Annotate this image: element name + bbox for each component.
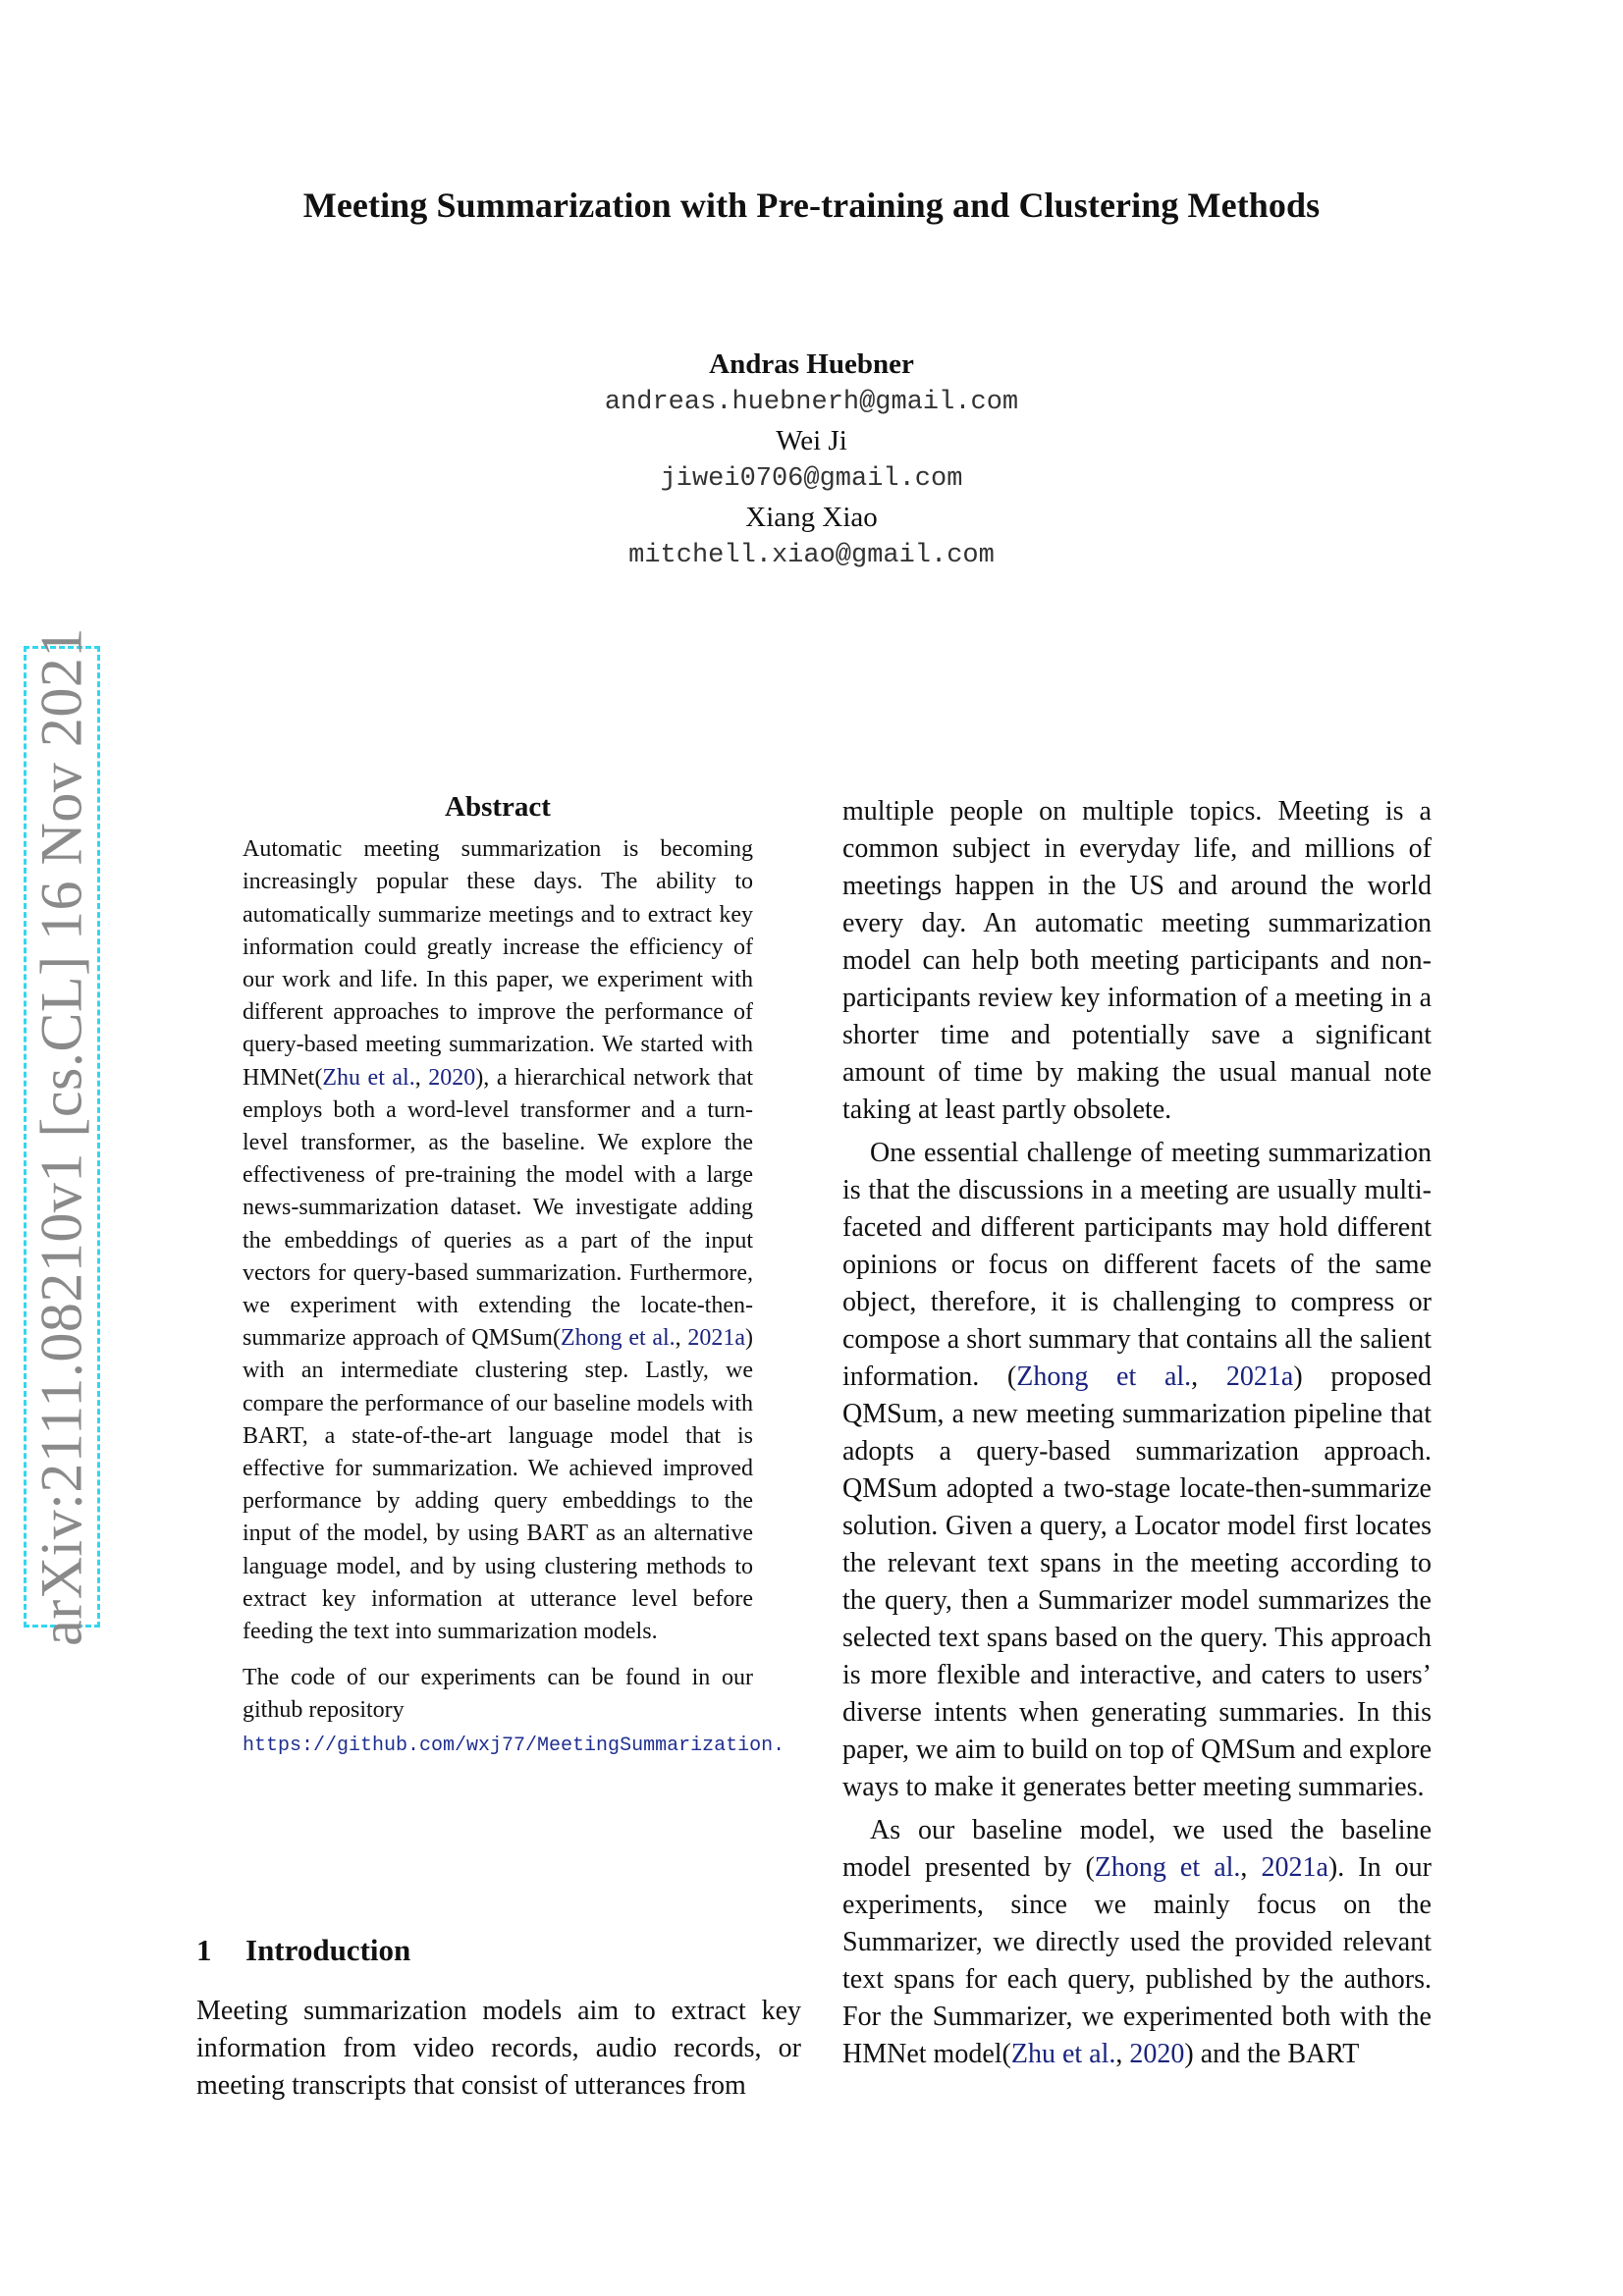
citation-link[interactable]: Zhu et al. — [1010, 2039, 1116, 2069]
right-column — [842, 793, 1432, 2079]
citation-link[interactable]: 2020 — [428, 1064, 476, 1091]
abstract-heading: Abstract — [445, 791, 551, 823]
author-name: Wei Ji — [776, 425, 847, 456]
author-block — [0, 346, 1623, 575]
body-text: As our baseline model, we used the baseline model presented by ( — [842, 1815, 1432, 1883]
body-paragraph: One essential challenge of meeting summarization is that the discussions in a meeting are usually multi-faceted and different participants may hold different opinions or focus on different facets of the same object, therefore, it is challenging to compress or compose a short summary that contains all the salient information. (Zhong et al., 2021a) proposed QMSum, a new meeting summarization pipeline that adopts a query-based summarization approach. QMSum adopted a two-stage locate-then-summarize solution. Given a query, a Locator model first locates the relevant text spans in the meeting according to the query, then a Summarizer model summarizes the selected text spans based on the query. This approach is more flexible and interactive, and caters to users’ diverse intents when generating summaries. In this paper, we aim to build on top of QMSum and explore ways to make it generates better meeting summaries. — [842, 1138, 1432, 1802]
author-name: Andras Huebner — [709, 348, 914, 380]
citation-link[interactable]: 2021a — [1261, 1852, 1328, 1883]
author-email[interactable]: jiwei0706@gmail.com — [660, 464, 963, 494]
citation-link[interactable]: Zhu et al. — [322, 1064, 415, 1091]
abstract-section — [243, 791, 785, 1762]
author-email[interactable]: mitchell.xiao@gmail.com — [628, 541, 995, 570]
body-text: One essential challenge of meeting summarization is that the discussions in a meeting are usually multi-faceted and different participants may hold different opinions or focus on different facets of the same object, therefore, it is challenging to compress or compose a short summary that contains all the salient information. ( — [842, 1138, 1432, 1392]
section-number: 1 — [196, 1933, 212, 1967]
citation-link[interactable]: 2021a — [687, 1325, 745, 1352]
body-paragraph: As our baseline model, we used the baseline model presented by (Zhong et al., 2021a). In our experiments, since we mainly focus on the Summarizer, we directly used the provided relevant text spans for each query, published by the authors. For the Summarizer, we experimented both with the HMNet model(Zhu et al., 2020) and the BART — [842, 1815, 1432, 2069]
citation-link[interactable]: Zhong et al. — [560, 1325, 676, 1352]
abstract-text: Automatic meeting summarization is becoming increasingly popular these days. The ability to automatically summarize meetings and to extract key information could greatly increase the efficiency of our work and life. In this paper, we experiment with different approaches to improve the performance of query-based meeting summarization. We started with HMNet( — [243, 836, 753, 1091]
section-heading — [196, 1932, 801, 1969]
body-text: ) proposed QMSum, a new meeting summarization pipeline that adopts a query-based summarization approach. QMSum adopted a two-stage locate-then-summarize solution. Given a query, a Locator model first locates the relevant text spans in the meeting according to the query, then a Summarizer model summarizes the selected text spans based on the query. This approach is more flexible and interactive, and caters to users’ diverse intents when generating summaries. In this paper, we aim to build on top of QMSum and explore ways to make it generates better meeting summaries. — [842, 1362, 1432, 1802]
code-availability-text: The code of our experiments can be found in our github repository — [243, 1665, 753, 1724]
citation-link[interactable]: Zhong et al. — [1016, 1362, 1192, 1392]
introduction-section — [196, 1932, 801, 2105]
body-paragraph: multiple people on multiple topics. Meeting is a common subject in everyday life, and millions of meetings happen in the US and around the world every day. An automatic meeting summarization model can help both meeting participants and non-participants review key information of a meeting in a shorter time and potentially save a significant amount of time by making the usual manual note taking at least partly obsolete. — [842, 796, 1432, 1125]
code-availability-paragraph — [243, 1662, 785, 1762]
section-title: Introduction — [245, 1933, 411, 1967]
abstract-text: ) with an intermediate clustering step. Lastly, we compare the performance of our baseline models with BART, a state-of-the-art language model that is effective for summarization. We achieved improved performance by adding query embeddings to the input of the model, by using BART as an alternative language model, and by using clustering methods to extract key information at utterance level before feeding the text into summarization models. — [243, 1325, 753, 1645]
citation-link[interactable]: Zhong et al. — [1094, 1852, 1241, 1883]
author-name: Xiang Xiao — [745, 502, 878, 533]
abstract-text: ), a hierarchical network that employs both a word-level transformer and a turn-level transformer, as the baseline. We explore the effectiveness of pre-training the model with a large news-summarization dataset. We investigate adding the embeddings of queries as a part of the input vectors for query-based summarization. Furthermore, we experiment with extending the locate-then-summarize approach of QMSum( — [243, 1064, 753, 1352]
citation-link[interactable]: 2020 — [1129, 2039, 1185, 2069]
body-paragraph: Meeting summarization models aim to extract key information from video records, audio records, or meeting transcripts that consist of utterances from — [196, 1996, 801, 2101]
author-email[interactable]: andreas.huebnerh@gmail.com — [604, 388, 1019, 417]
repository-link[interactable]: https://github.com/wxj77/MeetingSummarization. — [243, 1734, 785, 1757]
body-text: ) and the BART — [1184, 2039, 1360, 2069]
abstract-paragraph: Automatic meeting summarization is becoming increasingly popular these days. The ability to automatically summarize meetings and to extract key information could greatly increase the efficiency of our work and life. In this paper, we experiment with different approaches to improve the performance of query-based meeting summarization. We started with HMNet(Zhu et al., 2020), a hierarchical network that employs both a word-level transformer and a turn-level transformer, as the baseline. We explore the effectiveness of pre-training the model with a large news-summarization dataset. We investigate adding the embeddings of queries as a part of the input vectors for query-based summarization. Furthermore, we experiment with extending the locate-then-summarize approach of QMSum(Zhong et al., 2021a) with an intermediate clustering step. Lastly, we compare the performance of our baseline models with BART, a state-of-the-art language model that is effective for summarization. We achieved improved performance by adding query embeddings to the input of the model, by using BART as an alternative language model, and by using clustering methods to extract key information at utterance level before feeding the text into summarization models. — [243, 836, 753, 1645]
arxiv-stamp[interactable] — [24, 627, 100, 1646]
body-text: ). In our experiments, since we mainly focus on the Summarizer, we directly used the provided relevant text spans for each query, published by the authors. For the Summarizer, we experimented both with the HMNet model( — [842, 1852, 1432, 2069]
arxiv-identifier: arXiv:2111.08210v1 [cs.CL] 16 Nov 2021 — [28, 627, 94, 1646]
citation-link[interactable]: 2021a — [1225, 1362, 1294, 1392]
paper-title: Meeting Summarization with Pre-training and Clustering Methods — [302, 186, 1321, 225]
